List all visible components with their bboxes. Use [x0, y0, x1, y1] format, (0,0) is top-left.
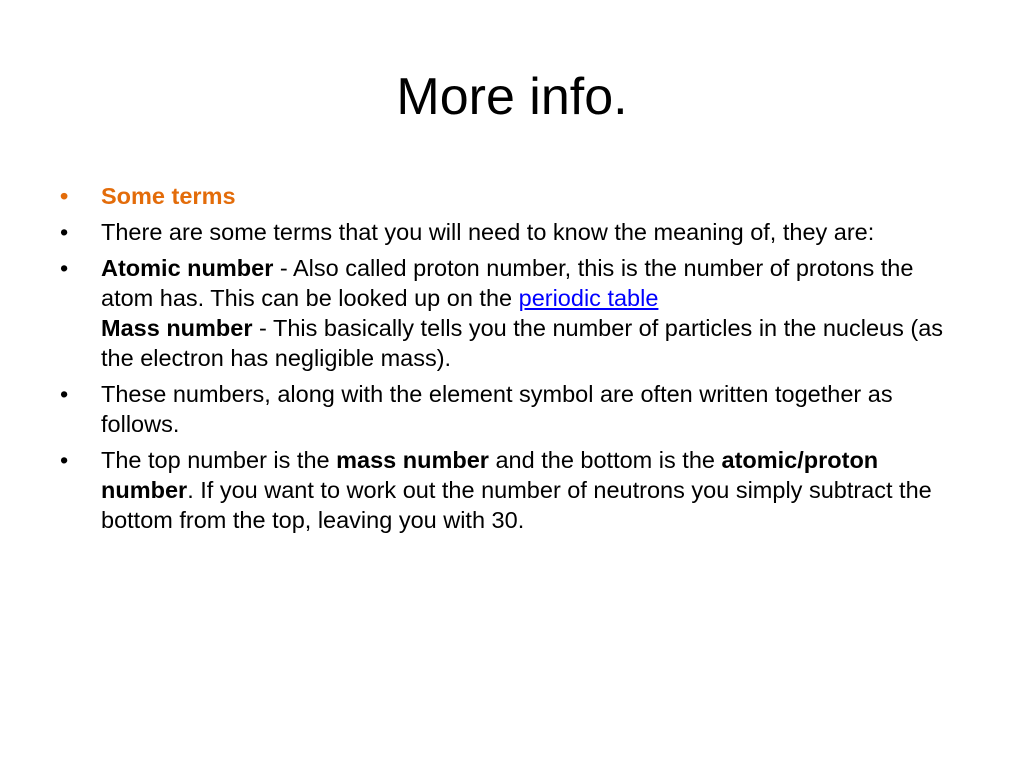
bullet-icon: •	[60, 381, 69, 407]
bullet-item-definitions	[60, 253, 960, 373]
bullet-item-intro	[60, 217, 960, 247]
bullet-list	[60, 181, 960, 541]
bullet-item-some-terms	[60, 181, 960, 211]
mass-number-term: Mass number	[101, 315, 253, 341]
bullet-icon: •	[60, 183, 69, 209]
neutrons-text-mid: and the bottom is the	[488, 447, 722, 473]
mass-number-emphasis: mass number	[336, 447, 489, 473]
atomic-number-definition	[101, 253, 960, 313]
some-terms-heading: Some terms	[101, 183, 236, 209]
atomic-number-term: Atomic number	[101, 255, 274, 281]
neutrons-text-pre: The top number is the	[101, 447, 337, 473]
bullet-icon: •	[60, 447, 69, 473]
bullet-item-neutrons	[60, 445, 960, 535]
periodic-table-link[interactable]: periodic table	[518, 285, 659, 311]
neutrons-text-post: . If you want to work out the number of neutrons you simply subtract the bottom from the top, leaving you with 30.	[101, 477, 932, 533]
intro-text: There are some terms that you will need to know the meaning of, they are:	[101, 219, 875, 245]
bullet-icon: •	[60, 255, 69, 281]
notation-text: These numbers, along with the element symbol are often written together as follows.	[101, 381, 893, 437]
atomic-number-text: - Also called proton number, this is the number of protons the atom has. This can be looked up on the	[101, 255, 914, 311]
atomic-proton-number-emphasis: atomic/proton number	[101, 447, 879, 503]
mass-number-definition	[101, 313, 960, 373]
mass-number-text: - This basically tells you the number of particles in the nucleus (as the electron has negligible mass).	[101, 315, 944, 371]
slide-title: More info.	[396, 68, 628, 126]
bullet-icon: •	[60, 219, 69, 245]
bullet-item-notation	[60, 379, 960, 439]
